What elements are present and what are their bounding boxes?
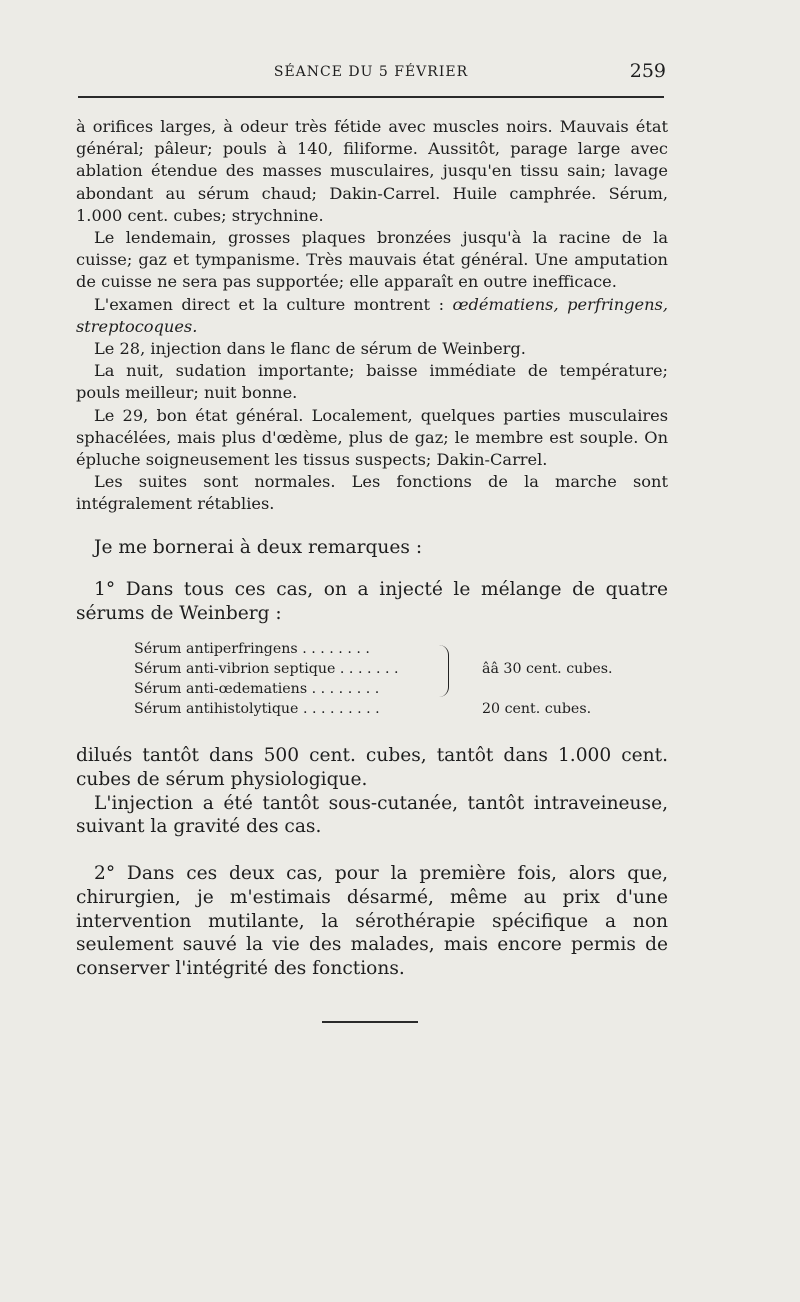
serum-row <box>134 700 604 720</box>
leader-dots: . . . . . . . . <box>311 681 380 697</box>
serum-name: Sérum anti-vibrion septique <box>134 661 336 677</box>
leader-dots: . . . . . . . . . <box>302 701 380 717</box>
remarks-intro: Je me bornerai à deux remarques : <box>94 537 423 558</box>
closing-rule <box>322 1021 418 1023</box>
header-rule <box>78 96 664 98</box>
remark-one-block <box>76 578 668 626</box>
serum-row <box>134 680 604 700</box>
case-paragraph-next-day: Le lendemain, grosses plaques bronzées jusqu'à la racine de la cuisse; gaz et tympanisme. Très mauvais état général. Une amputation de cuisse ne sera pas supportée; elle apparaît en outre inefficace. <box>76 228 668 292</box>
grouping-brace <box>436 645 449 697</box>
serum-name: Sérum antiperfringens <box>134 641 298 657</box>
serum-name: Sérum anti-œdematiens <box>134 681 308 697</box>
culture-paragraph <box>76 294 668 338</box>
case-paragraph-day-29: Le 29, bon état général. Localement, quelques parties musculaires sphacélées, mais plus d'œdème, plus de gaz; le membre est souple. On épluche soigneusement les tissus suspects; Dakin-Carrel. <box>76 405 668 470</box>
serum-table <box>134 640 613 720</box>
serum-dose: ââ 30 cent. cubes. <box>482 661 613 677</box>
running-title: SÉANCE DU 5 FÉVRIER <box>273 64 469 80</box>
culture-prefix: L'examen direct et la culture montrent : <box>94 294 453 314</box>
serum-name: Sérum antihistolytique <box>134 701 299 717</box>
case-paragraph-outcome: Les suites sont normales. Les fonctions de la marche sont intégralement rétablies. <box>76 472 668 514</box>
case-paragraph-continuation: à orifices larges, à odeur très fétide avec muscles noirs. Mauvais état général; pâleur; pouls à 140, filiforme. Aussitôt, parage large avec ablation étendue des masses musculaires, jusqu'en tissu sain; lavage abondant au sérum chaud; Dakin-Carrel. Huile camphrée. Sérum, 1.000 cent. cubes; strychnine. <box>76 117 668 225</box>
page-header <box>76 58 666 84</box>
remark-two-block <box>76 862 668 981</box>
dilution-block <box>76 744 668 839</box>
remarks-intro-block <box>76 536 668 560</box>
case-paragraph-night: La nuit, sudation importante; baisse immédiate de température; pouls meilleur; nuit bonne. <box>76 361 668 403</box>
case-paragraph-injection: Le 28, injection dans le flanc de sérum de Weinberg. <box>94 339 526 359</box>
injection-route-paragraph: L'injection a été tantôt sous-cutanée, tantôt intraveineuse, suivant la gravité des cas. <box>76 792 668 838</box>
remark-one: 1° Dans tous ces cas, on a injecté le mélange de quatre sérums de Weinberg : <box>76 579 668 624</box>
serum-row <box>134 640 604 660</box>
dilution-paragraph: dilués tantôt dans 500 cent. cubes, tantôt dans 1.000 cent. cubes de sérum physiologique. <box>76 745 668 790</box>
serum-dose: 20 cent. cubes. <box>482 701 592 717</box>
serum-row <box>134 660 613 680</box>
leader-dots: . . . . . . . <box>339 661 399 677</box>
leader-dots: . . . . . . . . <box>302 641 370 657</box>
page-number: 259 <box>629 60 666 82</box>
culture-organisms: œdématiens, perfringens, streptocoques. <box>76 294 668 336</box>
case-report <box>76 116 668 516</box>
remark-two: 2° Dans ces deux cas, pour la première fois, alors que, chirurgien, je m'estimais désarmé, même au prix d'une intervention mutilante, la sérothérapie spécifique a non seulement sauvé la vie des malades, mais encore permis de conserver l'intégrité des fonctions. <box>76 863 668 980</box>
